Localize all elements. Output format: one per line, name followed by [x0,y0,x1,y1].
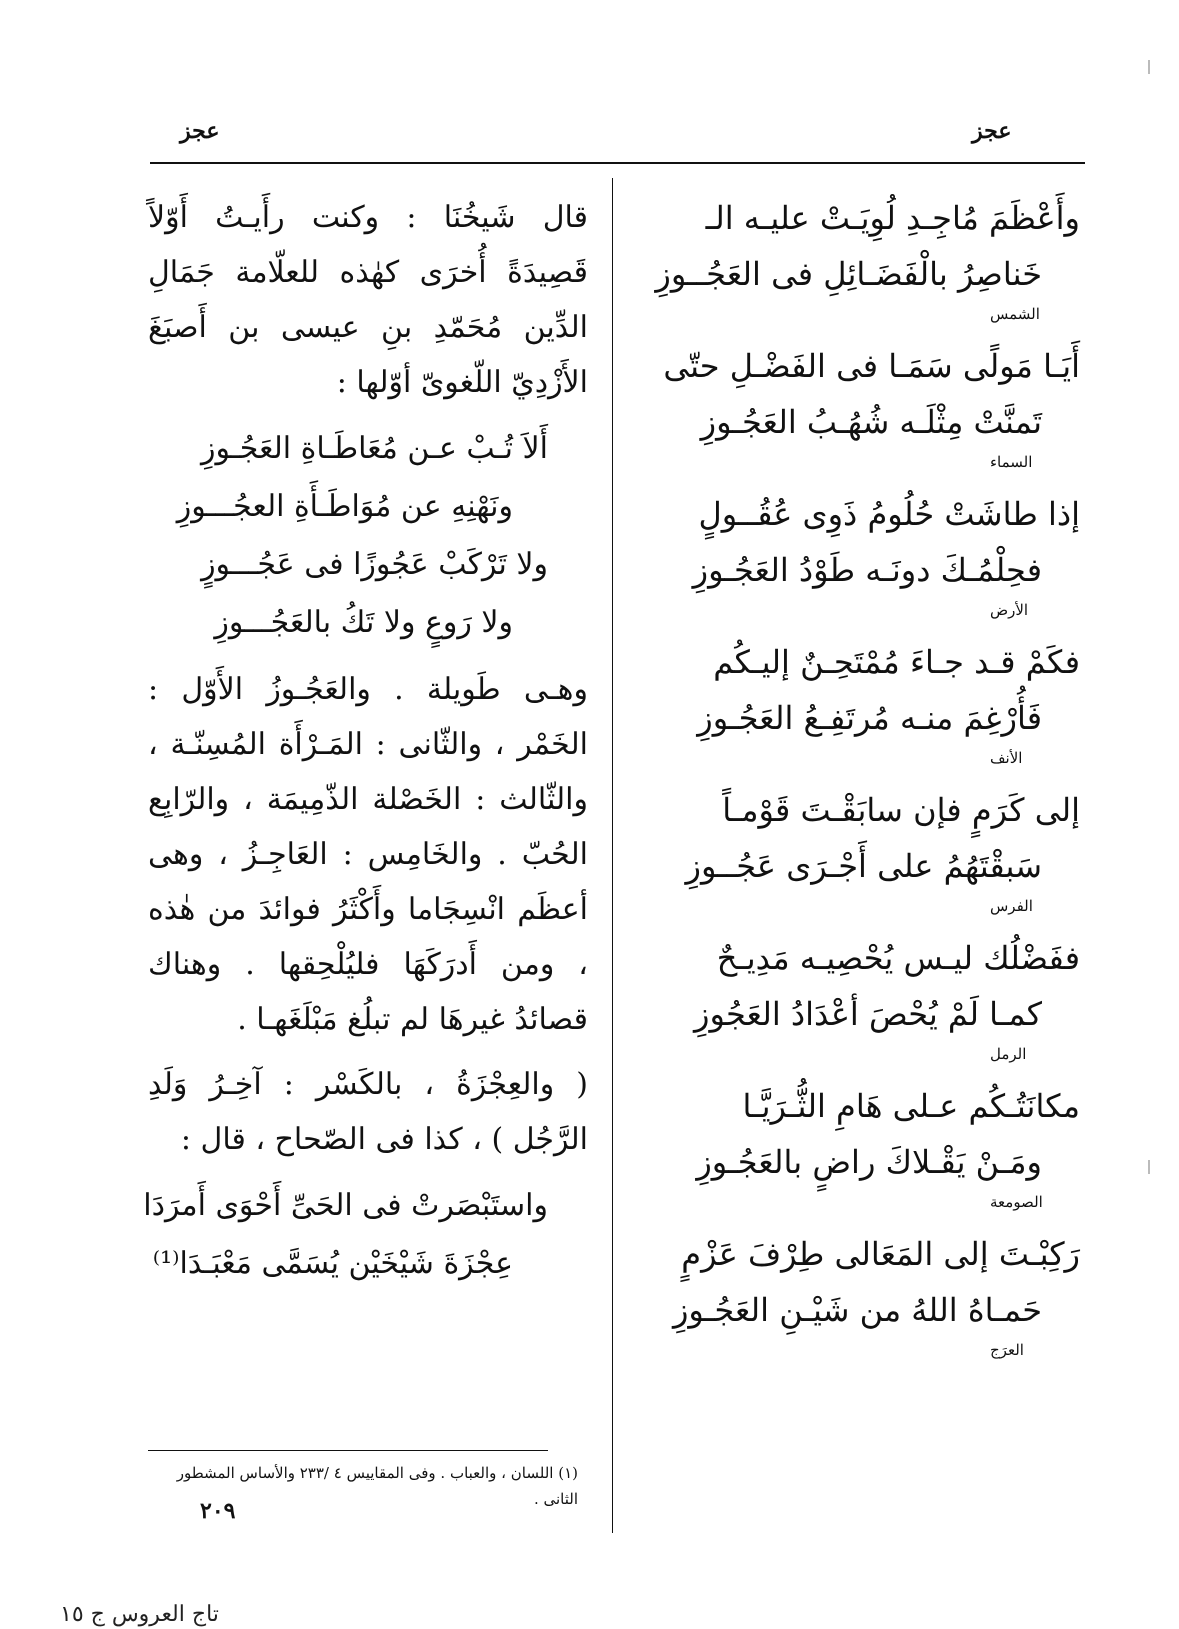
page-number: ٢٠٩ [200,1498,236,1524]
verse-gloss-label: السماء [990,453,1033,471]
verse-second-hemistich: ومَـنْ يَقْـلاكَ راضٍ بالعَجُـوزِ [696,1143,1042,1181]
footnote: (١) اللسان ، والعباب . وفى المقاييس ٤ /٢٣٣ والأساس المشطور الثانى . [176,1464,578,1508]
poem-column [640,190,1080,1374]
verse-gloss-label: الشمس [990,305,1040,323]
prose-paragraph-entry: ( والعِجْزَةُ ، بالكَسْر : آخِـرُ وَلَدِ الرَّجُل ) ، كذا فى الصّحاح ، قال : [148,1067,588,1157]
quoted-verse-first: ولا تَرْكَبْ عَجُوزًا فى عَجُـــوزٍ [201,547,548,582]
prose-column [143,190,588,1293]
header-word-left: عجز [180,118,220,144]
poem-stanza [640,930,1080,1064]
verse-gloss-label: الأنف [990,749,1023,767]
footnote-rule [148,1450,548,1451]
verse-second-hemistich: فحِلْمُـكَ دونَـه طَوْدُ العَجُـوزِ [692,551,1042,589]
verse-second-hemistich: خَناصِرُ بالْفَضَـائِلِ فى العَجُــوزِ [655,255,1042,293]
verse-first-hemistich: إذا طاشَتْ حُلُومُ ذَوِى عُقُــولٍ [698,495,1080,533]
quoted-verse-second: عِجْزَةَ شَيْخَيْن يُسَمَّى مَعْبَـدَا⁽¹⁾ [152,1246,513,1281]
bottom-signature-line: تاج العروس ج ١٥ [60,1602,219,1627]
poem-stanza [640,486,1080,620]
verse-second-hemistich: كمـا لَمْ يُحْصَ أعْدَادُ العَجُوزِ [694,995,1042,1033]
verse-gloss-label: العرَج [990,1341,1024,1359]
verse-gloss-label: الصومعة [990,1193,1043,1211]
quoted-verse-second: ولا رَوعٍ ولا تَكُ بالعَجُـــوزِ [214,605,513,640]
verse-first-hemistich: إلى كَرَمٍ فإن سابَقْـتَ قَوْمـاً [722,791,1080,829]
header-word-right: عجز [972,118,1012,144]
quoted-verse-first: أَلاَ تُـبْ عـن مُعَاطَـاةِ العَجُـوزِ [200,431,548,466]
verse-second-hemistich: تَمنَّتْ مِثْلَـه شُهُـبُ العَجُـوزِ [700,403,1042,441]
poem-stanza [640,190,1080,324]
column-divider [612,178,613,1533]
poem-stanza [640,634,1080,768]
scan-mark [1148,1160,1150,1174]
verse-first-hemistich: مكانَتُـكُم عـلى هَامِ الثُّـرَيَّـا [742,1087,1080,1125]
prose-paragraph-explanation: وهـى طَويلة . والعَجُـوزُ الأَوّل : الخَمْر ، والثّانى : المَـرْأَة المُسِنّـة ، والثّالث : الخَصْلة الذّمِيمَة ، والرّابِع الحُبّ . والخَامِس : العَاجِـزُ ، وهى أعظَم انْسِجَاما وأَكْثَرُ فوائدَ من هٰذه ، ومن أَدرَكَهَا فليُلْحِقها . وهناك قصائدُ غيرهَا لم تبلُغ مَبْلَغَهـا . [148,672,588,1037]
quoted-verse-second: ونَهْنِهِ عن مُوَاطَـأَةِ العجُـــوزِ [176,489,513,524]
verse-first-hemistich: ففَضْلُك ليـس يُحْصِيـه مَدِيـحٌ [716,939,1080,977]
scan-mark [1148,60,1150,74]
verse-gloss-label: الرمل [990,1045,1027,1063]
quoted-verse-first: واستَبْصَرتْ فى الحَىِّ أَحْوَى أَمرَدَا [143,1188,548,1223]
verse-first-hemistich: وأَعْظَمَ مُاجِـدِ لُوِيَـتْ عليـه الـ [705,199,1080,237]
prose-paragraph-intro: قال شَيخُنَا : وكنت رأَيـتُ أَوّلاً قَصِيدَةً أُخرَى كهٰذه للعلّامة جَمَالِ الدِّين مُحَمّدِ بنِ عيسى بن أَصبَغَ الأَزْدِيّ اللّغوىّ أوّلها : [148,200,588,400]
header-rule [150,162,1085,164]
verse-first-hemistich: رَكِبْـتَ إلى المَعَالى طِرْفَ عَزْمٍ [681,1235,1080,1273]
poem-stanza [640,1226,1080,1360]
verse-first-hemistich: أَيَـا مَولًى سَمَـا فى الفَضْـلِ حتّى [663,347,1080,385]
poem-stanza [640,1078,1080,1212]
verse-first-hemistich: فكَمْ قـد جـاءَ مُمْتَحِـنٌ إليـكُم [713,643,1080,681]
verse-gloss-label: الفرس [990,897,1033,915]
poem-stanza [640,338,1080,472]
verse-second-hemistich: حَمـاهُ اللهُ من شَيْـنِ العَجُـوزِ [672,1291,1042,1329]
verse-gloss-label: الأرض [990,601,1029,619]
poem-stanza [640,782,1080,916]
verse-second-hemistich: سَبقْتَهُمُ على أَجْـرَى عَجُــوزِ [685,847,1042,885]
verse-second-hemistich: فَأُرْغِمَ منـه مُرتَفِـعُ العَجُـوزِ [697,699,1042,737]
